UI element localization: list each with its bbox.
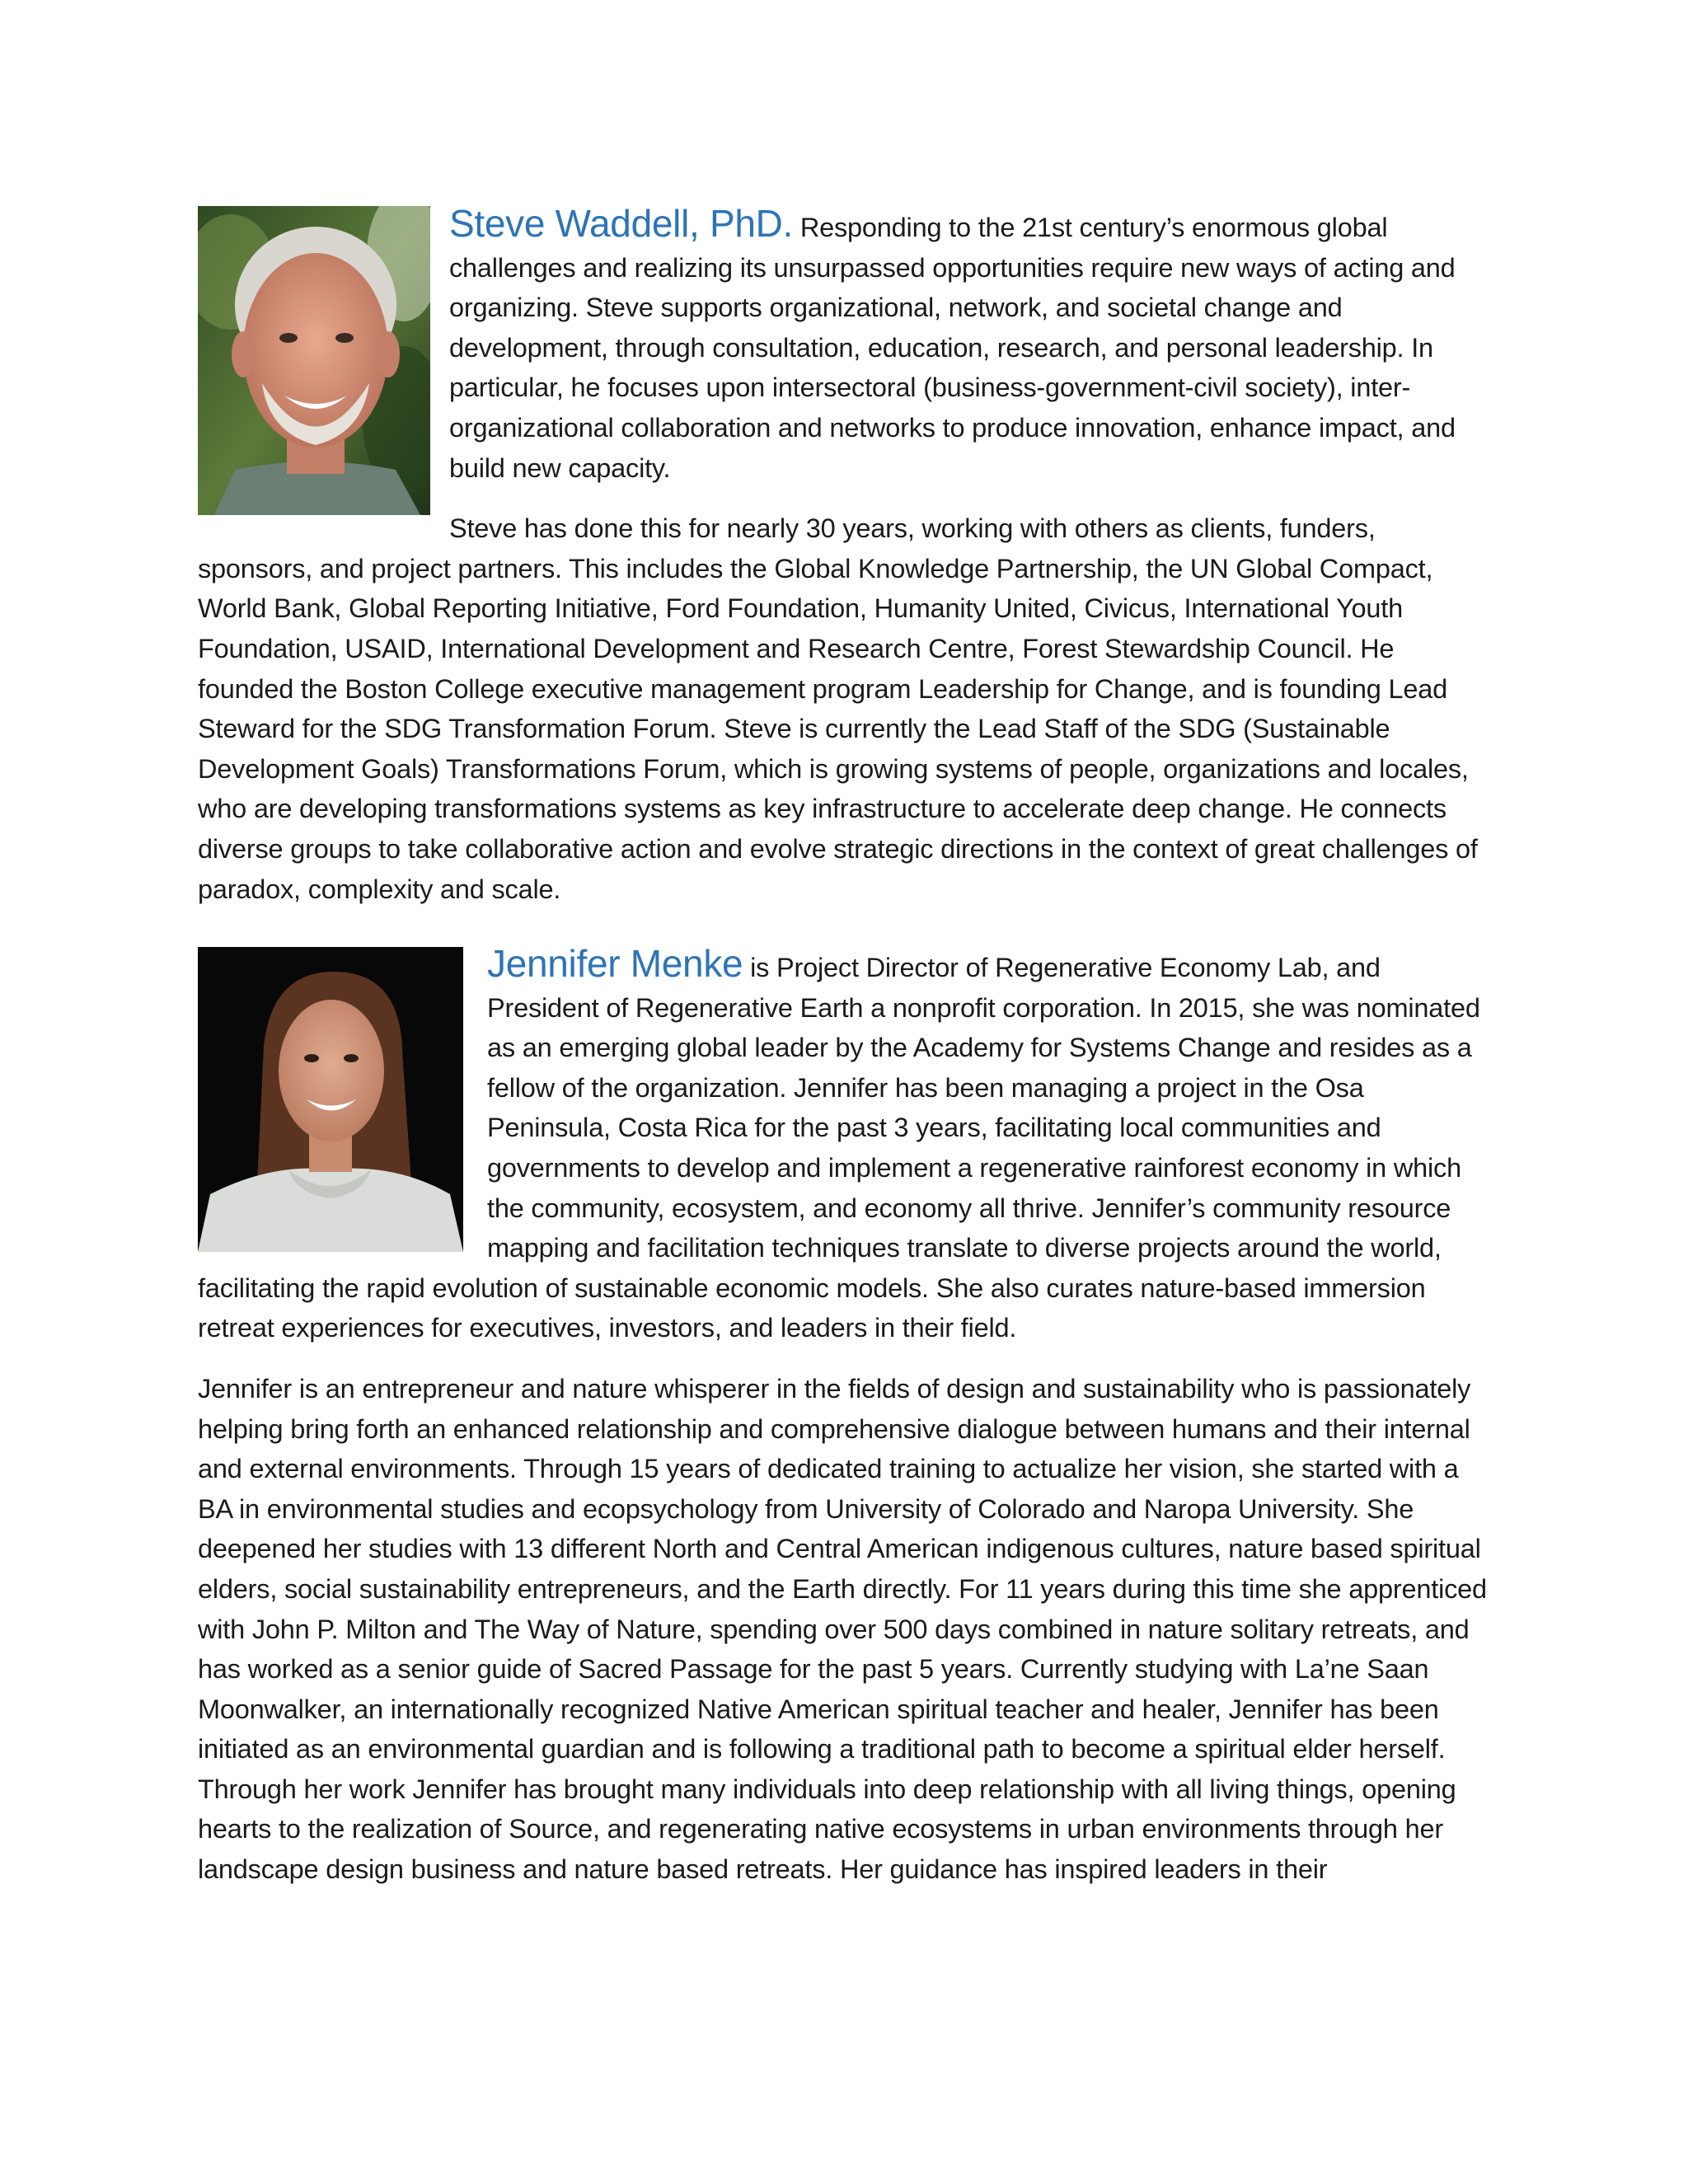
bio-jennifer-menke bbox=[198, 944, 1493, 1890]
jennifer-name-heading: Jennifer Menke bbox=[487, 942, 743, 985]
steve-lead-text: Responding to the 21st century’s enormous global challenges and realizing its unsurpassed opportunities require new ways of acting and organizing. Steve supports organizational, network, and societal change and development, through consultation, education, research, and personal leadership. In particular, he focuses upon intersectoral (business-government-civil society), inter-organizational collaboration and networks to produce innovation, enhance impact, and build new capacity. bbox=[449, 213, 1456, 483]
jennifer-paragraph-2: Jennifer is an entrepreneur and nature whisperer in the fields of design and sustainability who is passionately helping bring forth an enhanced relationship and comprehensive dialogue between humans and their internal and external environments. Through 15 years of dedicated training to actualize her vision, she started with a BA in environmental studies and ecopsychology from University of Colorado and Naropa University. She deepened her studies with 13 different North and Central American indigenous cultures, nature based spiritual elders, social sustainability entrepreneurs, and the Earth directly. For 11 years during this time she apprenticed with John P. Milton and The Way of Nature, spending over 500 days combined in nature solitary retreats, and has worked as a senior guide of Sacred Passage for the past 5 years. Currently studying with La’ne Saan Moonwalker, an internationally recognized Native American spiritual teacher and healer, Jennifer has been initiated as an environmental guardian and is following a traditional path to become a spiritual elder herself. Through her work Jennifer has brought many individuals into deep relationship with all living things, opening hearts to the realization of Source, and regenerating native ecosystems in urban environments through her landscape design business and nature based retreats. Her guidance has inspired leaders in their bbox=[198, 1373, 1487, 1885]
jennifer-lead-text: is Project Director of Regenerative Economy Lab, and President of Regenerative Earth a nonprofit corporation. In 2015, she was nominated as an emerging global leader by the Academy for Systems Change and resides as a fellow of the organization. Jennifer has been managing a project in the Osa Peninsula, Costa Rica for the past 3 years, facilitating local communities and governments to develop and implement a regenerative rainforest economy in which the community, ecosystem, and economy all thrive. Jennifer’s community resource mapping and facilitation techniques translate to diverse projects around the world, facilitating the rapid evolution of sustainable economic models. She also curates nature-based immersion retreat experiences for executives, investors, and leaders in their field. bbox=[198, 953, 1480, 1343]
steve-waddell-photo bbox=[198, 206, 430, 515]
jennifer-menke-photo bbox=[198, 947, 463, 1252]
bio-steve-waddell bbox=[198, 204, 1493, 909]
steve-name-heading: Steve Waddell, PhD. bbox=[449, 202, 794, 245]
steve-paragraph-2: Steve has done this for nearly 30 years, working with others as clients, funders, sponsors, and project partners. This includes the Global Knowledge Partnership, the UN Global Compact, World Bank, Global Reporting Initiative, Ford Foundation, Humanity United, Civicus, International Youth Foundation, USAID, International Development and Research Centre, Forest Stewardship Council. He founded the Boston College executive management program Leadership for Change, and is founding Lead Steward for the SDG Transformation Forum. Steve is currently the Lead Staff of the SDG (Sustainable Development Goals) Transformations Forum, which is growing systems of people, organizations and locales, who are developing transformations systems as key infrastructure to accelerate deep change. He connects diverse groups to take collaborative action and evolve strategic directions in the context of great challenges of paradox, complexity and scale. bbox=[198, 513, 1478, 904]
